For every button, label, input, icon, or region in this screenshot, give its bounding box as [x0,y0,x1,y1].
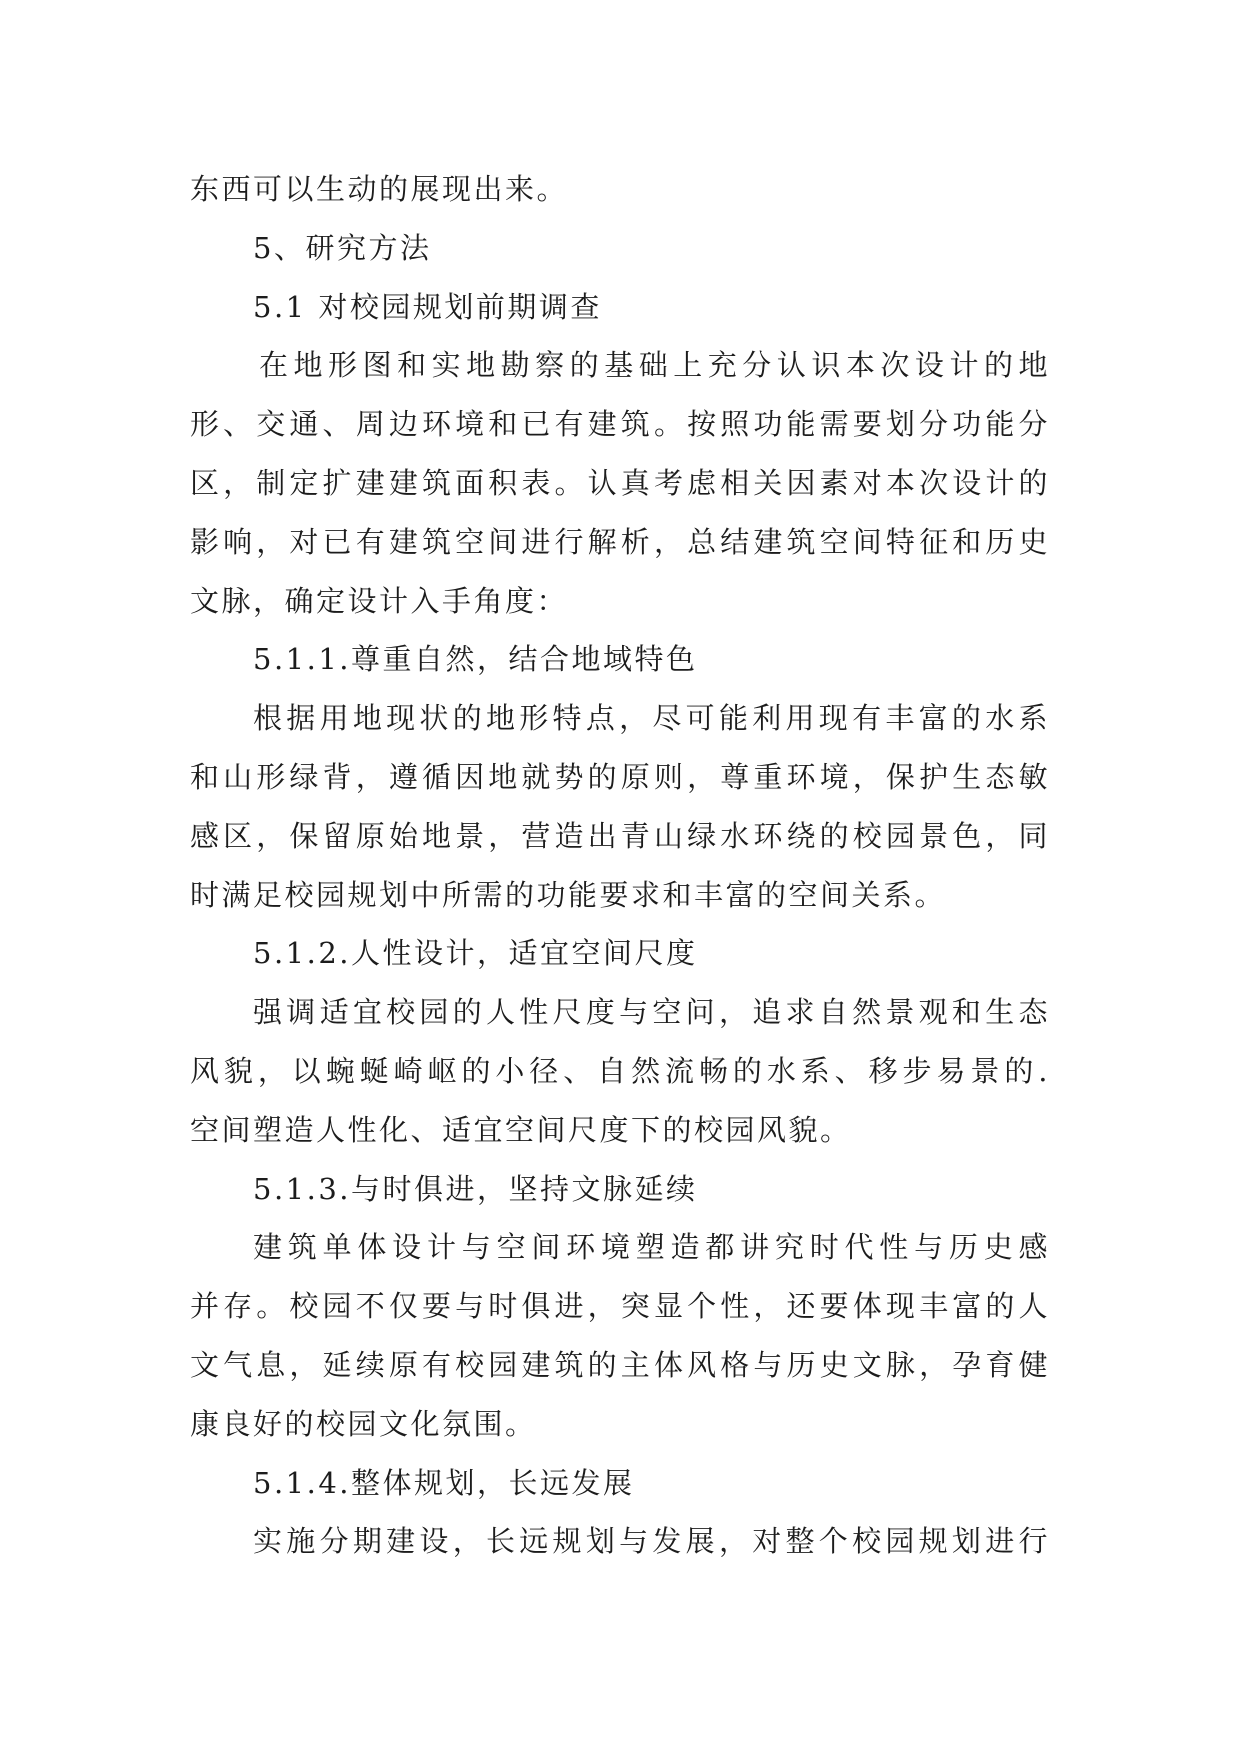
paragraph-line: 和山形绿背，遵循因地就势的原则，尊重环境，保护生态敏 [190,759,1050,794]
subsection-heading: 5.1.1.尊重自然，结合地域特色 [253,642,698,677]
paragraph-line: 康良好的校园文化氛围。 [190,1406,537,1441]
paragraph-line: 建筑单体设计与空间环境塑造都讲究时代性与历史感 [253,1230,1050,1265]
paragraph-line: 文气息，延续原有校园建筑的主体风格与历史文脉，孕育健 [190,1347,1050,1382]
subsection-heading: 5.1.4.整体规划，长远发展 [253,1465,635,1500]
paragraph-line: 在地形图和实地勘察的基础上充分认识本次设计的地 [259,348,1050,383]
subsection-heading: 5.1 对校园规划前期调查 [253,289,602,324]
paragraph-line: 并存。校园不仅要与时俱进，突显个性，还要体现丰富的人 [190,1289,1050,1324]
paragraph-line: 空间塑造人性化、适宜空间尺度下的校园风貌。 [190,1112,852,1147]
subsection-heading: 5.1.2.人性设计，适宜空间尺度 [253,936,698,971]
paragraph-line: 风貌，以蜿蜒崎岖的小径、自然流畅的水系、移步易景的. [190,1053,1050,1088]
paragraph-line: 感区，保留原始地景，营造出青山绿水环绕的校园景色，同 [190,818,1050,853]
subsection-heading: 5.1.3.与时俱进，坚持文脉延续 [253,1171,698,1206]
section-heading: 5、研究方法 [253,230,432,265]
paragraph-line: 强调适宜校园的人性尺度与空问，追求自然景观和生态 [253,995,1050,1030]
paragraph-line: 时满足校园规划中所需的功能要求和丰富的空间关系。 [190,877,947,912]
paragraph-line: 东西可以生动的展现出来。 [190,172,569,206]
paragraph-line: 形、交通、周边环境和已有建筑。按照功能需要划分功能分 [190,407,1050,442]
paragraph-line: 影响，对已有建筑空间进行解析，总结建筑空间特征和历史 [190,524,1050,559]
paragraph-line: 根据用地现状的地形特点，尽可能利用现有丰富的水系 [253,701,1050,736]
paragraph-line: 区，制定扩建建筑面积表。认真考虑相关因素对本次设计的 [190,465,1050,500]
paragraph-line: 实施分期建设，长远规划与发展，对整个校园规划进行 [253,1524,1050,1559]
body-text [190,160,1050,1571]
paragraph-line: 文脉，确定设计入手角度： [190,583,569,618]
